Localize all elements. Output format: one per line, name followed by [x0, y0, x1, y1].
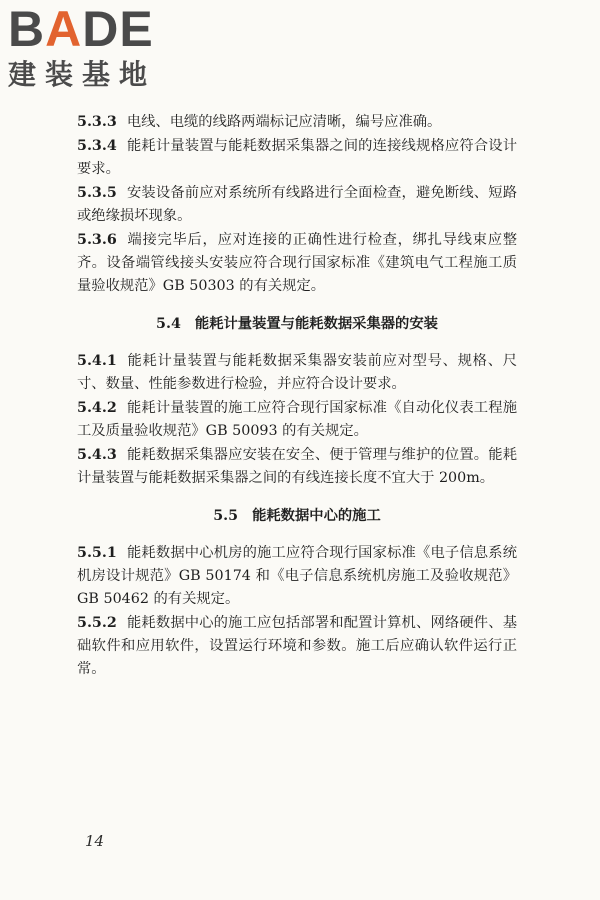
logo-wordmark [8, 1, 178, 57]
clause-text: 能耗数据中心机房的施工应符合现行国家标准《电子信息系统机房设计规范》GB 50174 和《电子信息系统机房施工及验收规范》GB 50462 的有关规定。 [77, 545, 517, 607]
clause-number: 5.4.2 [77, 400, 117, 416]
clause-number: 5.4.1 [77, 353, 117, 369]
clause-text: 能耗数据中心的施工应包括部署和配置计算机、网络硬件、基础软件和应用软件，设置运行环境和参数。施工后应确认软件运行正常。 [77, 615, 517, 677]
clause-5-5-2 [77, 612, 517, 681]
clause-text: 安装设备前应对系统所有线路进行全面检查，避免断线、短路或绝缘损坏现象。 [77, 185, 517, 224]
clause-number: 5.5.1 [77, 545, 117, 561]
clause-text: 电线、电缆的线路两端标记应清晰，编号应准确。 [126, 114, 442, 130]
clause-5-3-6 [77, 229, 517, 298]
section-title: 能耗计量装置与能耗数据采集器的安装 [194, 316, 438, 332]
document-body [77, 111, 517, 682]
clause-text: 能耗计量装置与能耗数据采集器安装前应对型号、规格、尺寸、数量、性能参数进行检验，并应符合设计要求。 [77, 353, 517, 392]
clause-5-3-5 [77, 182, 517, 228]
clause-number: 5.3.4 [77, 138, 117, 154]
section-heading-5-4 [77, 312, 517, 336]
clause-text: 能耗数据采集器应安装在安全、便于管理与维护的位置。能耗计量装置与能耗数据采集器之间的有线连接长度不宜大于 200m。 [77, 447, 517, 486]
section-number: 5.4 [156, 316, 181, 332]
logo-subtitle: 建装基地 [8, 58, 157, 91]
clause-number: 5.3.5 [77, 185, 117, 201]
clause-5-3-4 [77, 135, 517, 181]
clause-5-5-1 [77, 542, 517, 611]
clause-5-4-3 [77, 444, 517, 490]
clause-5-3-3 [77, 111, 517, 134]
clause-5-4-2 [77, 397, 517, 443]
clause-text: 端接完毕后，应对连接的正确性进行检查，绑扎导线束应整齐。设备端管线接头安装应符合现行国家标准《建筑电气工程施工质量验收规范》GB 50303 的有关规定。 [77, 232, 517, 294]
logo-letters-de: DE [82, 1, 154, 57]
section-number: 5.5 [213, 508, 239, 524]
clause-text: 能耗计量装置与能耗数据采集器之间的连接线规格应符合设计要求。 [77, 138, 517, 177]
clause-number: 5.3.6 [77, 232, 117, 248]
logo-letter-b: B [8, 1, 46, 57]
clause-number: 5.3.3 [77, 114, 117, 130]
clause-number: 5.4.3 [77, 447, 117, 463]
logo-letter-a-accent: A [45, 1, 83, 57]
bade-logo [8, 1, 178, 94]
section-title: 能耗数据中心的施工 [252, 508, 381, 524]
clause-text: 能耗计量装置的施工应符合现行国家标准《自动化仪表工程施工及质量验收规范》GB 50093 的有关规定。 [77, 400, 517, 439]
page-number: 14 [85, 832, 105, 850]
section-heading-5-5 [77, 504, 517, 528]
clause-5-4-1 [77, 350, 517, 396]
clause-number: 5.5.2 [77, 615, 117, 631]
